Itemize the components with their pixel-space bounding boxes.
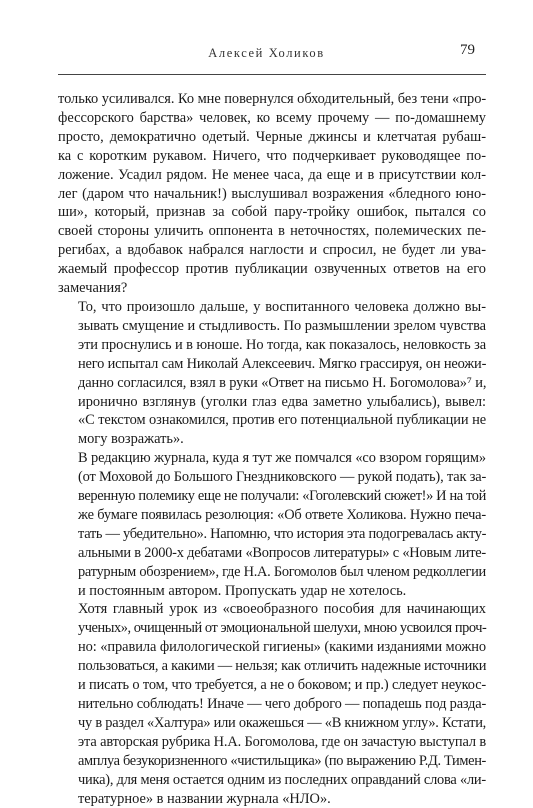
text-line: То, что произошло дальше, у воспитанного человека должно вы- [78,298,486,315]
text-line: эта авторская рубрика Н.А. Богомолова, где он зачастую выступал в [78,733,486,750]
text-line: тературное» в названии журнала «НЛО». [78,790,331,807]
paragraph [58,298,486,449]
text-line: ратурным обозрением», где Н.А. Богомолов был членом редколлегии [78,563,486,580]
text-line: (от Моховой до Большого Гнездниковского — рукой подать), так за- [78,469,487,486]
text-line: лег (даром что начальник!) выслушивал возражения «бледного юно- [58,185,486,202]
text-line: «С текстом ознакомился, против его потенциальной публикации не [78,412,486,429]
text-line: него испытал сам Николай Алексеевич. Мягко грассируя, он неожи- [78,355,487,372]
text-line: В редакцию журнала, куда я тут же помчался «со взором горящим» [78,450,486,467]
text-line: Хотя главный урок из «своеобразного пособия для начинающих [78,601,486,618]
text-line: но: «правила филологической гигиены» (какими изданиями можно [78,639,486,656]
paragraph [58,600,486,808]
text-line: альными в 2000-х дебатами «Вопросов литературы» с «Новым лите- [78,544,486,561]
text-line: амплуа безукоризненного «чистильщика» (по выражению Р.Д. Тимен- [78,752,486,769]
text-line: веренную полемику еще не получали: «Гоголевский сюжет!» И на той [78,488,486,505]
text-line: ложение. Усадил рядом. Не менее часа, да еще и в присутствии кол- [58,166,486,183]
body-text [58,90,486,808]
paragraph [58,449,486,600]
text-line: фессорского барства» человек, ко всему прочему — по-домашнему [58,109,486,126]
text-line: и писать о том, что требуется, а не о боковом; и пр.) следует неукос- [78,677,487,694]
page-number: 79 [460,42,475,58]
running-head [0,42,533,70]
text-line: чика), для меня остается одним из последних оправданий слова «ли- [78,771,486,788]
text-line: эти проснулись и в юноше. Но тогда, как показалось, неловкость за [78,336,486,353]
text-line: пользоваться, а какими — нельзя; как отличить надежные источники [78,658,487,675]
text-line: и постоянным автором. Пропускать удар не хотелось. [78,582,407,599]
text-line: чу в раздел «Халтура» или окажешься — «В книжном углу». Кстати, [78,714,487,731]
text-line: своей стороны уличить оппонента в неточностях, полемических пе- [58,223,486,240]
text-line: тать — убедительно». Напомню, что история эта подогревалась акту- [78,525,487,542]
running-head-author: Алексей Холиков [208,46,325,60]
text-line: только усиливался. Ко мне повернулся обходительный, без тени «про- [58,91,487,107]
text-line: могу возражать». [78,431,184,448]
text-line: нительно соблюдать! Иначе — чего доброго — попадешь под разда- [78,696,487,712]
text-line: же бумаге появилась резолюция: «Об ответе Холикова. Нужно печа- [78,506,486,523]
text-line: ши», который, признав за собой пару-тройку ошибок, пытался со [58,204,486,221]
text-line: данно согласился, взял в руки «Ответ на письмо Н. Богомолова»⁷ и, [78,374,487,391]
paragraph [58,90,486,298]
text-line: ка с коротким рукавом. Ничего, что подчеркивает руководящее по- [58,147,486,164]
text-line: просто, демократично одетый. Черные джинсы и клетчатая рубаш- [58,128,486,145]
text-line: ученых», очищенный от эмоциональной шелухи, мною усвоился проч- [78,620,487,637]
text-line: замечания? [58,280,128,297]
text-line: иронично взглянув (уголки глаз едва заметно улыбались), вывел: [78,393,486,410]
text-line: зывать смущение и стыдливость. По размышлении зрелом чувства [78,317,486,334]
text-line: жаемый профессор против публикации озвученных ответов на его [58,261,486,278]
header-rule [58,74,486,75]
text-line: регибах, а вдобавок набрался наглости и спросил, не будет ли ува- [58,242,486,259]
